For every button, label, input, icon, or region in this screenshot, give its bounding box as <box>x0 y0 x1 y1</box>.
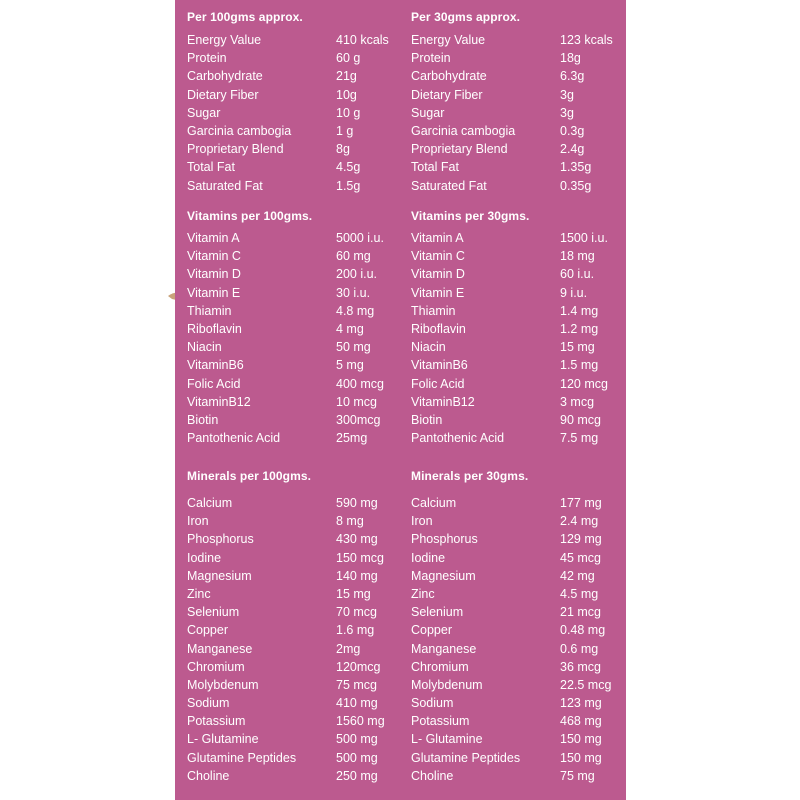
table-row <box>411 676 631 694</box>
table-row <box>187 411 407 429</box>
nutrient-name: Thiamin <box>187 303 232 318</box>
table-row <box>411 177 631 195</box>
table-row <box>187 549 407 567</box>
table-row <box>411 603 631 621</box>
table-row <box>411 530 631 548</box>
table-row <box>187 567 407 585</box>
table-row <box>187 86 407 104</box>
table-row <box>411 104 631 122</box>
nutrient-value: 500 mg <box>336 732 378 747</box>
nutrient-value: 15 mg <box>336 586 371 601</box>
table-row <box>411 247 631 265</box>
table-row <box>187 585 407 603</box>
nutrient-value: 1.4 mg <box>560 303 599 318</box>
table-row <box>187 122 407 140</box>
nutrient-value: 400 mcg <box>336 376 384 391</box>
nutrient-value: 15 mg <box>560 340 595 355</box>
nutrient-value: 500 mg <box>336 750 378 765</box>
nutrient-value: 6.3g <box>560 69 585 84</box>
nutrient-value: 5 mg <box>336 358 364 373</box>
nutrient-name: Biotin <box>411 412 443 427</box>
nutrient-value: 3g <box>560 87 574 102</box>
nutrient-name: Glutamine Peptides <box>411 750 521 765</box>
nutrient-value: 430 mg <box>336 532 378 547</box>
nutrient-name: Iron <box>187 514 209 529</box>
nutrient-value: 1.6 mg <box>336 623 375 638</box>
nutrient-value: 0.3g <box>560 123 585 138</box>
nutrition-rows <box>187 31 407 195</box>
nutrient-name: Selenium <box>411 605 464 620</box>
section-title: Vitamins per 100gms. <box>187 209 313 223</box>
nutrient-name: Choline <box>411 768 454 783</box>
table-row <box>187 512 407 530</box>
nutrient-value: 300mcg <box>336 412 381 427</box>
nutrient-name: Vitamin C <box>187 249 241 264</box>
table-row <box>411 549 631 567</box>
nutrient-name: Molybdenum <box>411 677 483 692</box>
nutrient-value: 0.6 mg <box>560 641 599 656</box>
nutrient-name: Protein <box>411 51 451 66</box>
vitamin-rows <box>411 229 631 447</box>
table-row <box>411 429 631 447</box>
nutrient-name: Sugar <box>411 105 445 120</box>
nutrient-value: 1.5 mg <box>560 358 599 373</box>
nutrient-value: 21g <box>336 69 357 84</box>
table-row <box>411 356 631 374</box>
nutrient-value: 5000 i.u. <box>336 231 384 245</box>
nutrient-name: VitaminB6 <box>411 358 468 373</box>
nutrient-value: 0.48 mg <box>560 623 606 638</box>
nutrient-name: Potassium <box>187 714 246 729</box>
nutrient-name: Carbohydrate <box>187 69 263 84</box>
nutrient-value: 2mg <box>336 641 361 656</box>
nutrient-name: Pantothenic Acid <box>411 431 505 446</box>
table-row <box>411 567 631 585</box>
table-row <box>187 494 407 512</box>
nutrient-value: 4.8 mg <box>336 303 375 318</box>
nutrient-name: Biotin <box>187 412 219 427</box>
nutrient-name: Garcinia cambogia <box>187 123 292 138</box>
nutrient-value: 8g <box>336 142 350 157</box>
nutrient-name: VitaminB12 <box>187 394 251 409</box>
table-row <box>187 658 407 676</box>
nutrient-name: VitaminB6 <box>187 358 244 373</box>
nutrient-value: 1500 i.u. <box>560 231 608 245</box>
table-row <box>411 31 631 49</box>
table-row <box>411 122 631 140</box>
nutrient-name: Vitamin E <box>411 285 465 300</box>
table-row <box>411 658 631 676</box>
nutrient-value: 4 mg <box>336 321 364 336</box>
nutrient-value: 177 mg <box>560 496 602 510</box>
table-row <box>411 338 631 356</box>
nutrient-name: Saturated Fat <box>411 178 487 193</box>
nutrient-value: 410 mg <box>336 696 378 711</box>
nutrient-name: Chromium <box>187 659 245 674</box>
table-row <box>187 356 407 374</box>
nutrient-name: Manganese <box>411 641 477 656</box>
nutrient-name: Vitamin A <box>411 231 464 245</box>
nutrient-value: 21 mcg <box>560 605 601 620</box>
vitamin-rows <box>187 229 407 447</box>
table-row <box>187 229 407 247</box>
table-row <box>187 67 407 85</box>
nutrient-value: 60 g <box>336 51 361 66</box>
nutrient-name: Zinc <box>187 586 211 601</box>
nutrient-value: 3 mcg <box>560 394 595 409</box>
nutrient-value: 2.4g <box>560 142 585 157</box>
nutrient-value: 250 mg <box>336 768 378 783</box>
nutrient-value: 123 kcals <box>560 33 613 47</box>
section-title: Vitamins per 30gms. <box>411 209 530 223</box>
nutrient-value: 4.5 mg <box>560 586 599 601</box>
nutrient-value: 50 mg <box>336 340 371 355</box>
nutrient-name: Carbohydrate <box>411 69 487 84</box>
nutrient-name: Protein <box>187 51 227 66</box>
nutrient-value: 60 mg <box>336 249 371 264</box>
nutrient-name: Saturated Fat <box>187 178 263 193</box>
nutrient-value: 590 mg <box>336 496 378 510</box>
nutrient-value: 1560 mg <box>336 714 385 729</box>
nutrient-name: Proprietary Blend <box>411 142 508 157</box>
table-row <box>411 229 631 247</box>
table-row <box>187 530 407 548</box>
table-row <box>187 730 407 748</box>
nutrient-value: 8 mg <box>336 514 364 529</box>
nutrient-value: 10 mcg <box>336 394 377 409</box>
nutrient-value: 1.35g <box>560 160 592 175</box>
nutrient-value: 18 mg <box>560 249 595 264</box>
table-row <box>187 338 407 356</box>
nutrient-value: 1 g <box>336 123 354 138</box>
table-row <box>187 177 407 195</box>
nutrient-value: 140 mg <box>336 568 378 583</box>
nutrient-name: Sodium <box>411 696 454 711</box>
nutrient-name: Thiamin <box>411 303 456 318</box>
table-row <box>411 640 631 658</box>
nutrient-value: 4.5g <box>336 160 361 175</box>
nutrient-value: 3g <box>560 105 574 120</box>
table-row <box>411 494 631 512</box>
nutrient-value: 22.5 mcg <box>560 677 612 692</box>
nutrient-value: 18g <box>560 51 581 66</box>
nutrient-name: Folic Acid <box>187 376 241 391</box>
table-row <box>187 49 407 67</box>
nutrient-name: Energy Value <box>411 33 486 47</box>
table-row <box>187 320 407 338</box>
nutrient-name: Copper <box>411 623 452 638</box>
nutrient-value: 123 mg <box>560 696 602 711</box>
nutrient-value: 129 mg <box>560 532 602 547</box>
nutrient-name: Calcium <box>411 496 457 510</box>
nutrient-name: Copper <box>187 623 228 638</box>
nutrient-value: 120 mcg <box>560 376 608 391</box>
table-row <box>411 393 631 411</box>
table-row <box>187 140 407 158</box>
nutrient-name: Sugar <box>187 105 221 120</box>
table-row <box>187 767 407 785</box>
nutrient-name: Vitamin E <box>187 285 241 300</box>
nutrient-name: Glutamine Peptides <box>187 750 297 765</box>
nutrition-label-panel <box>175 0 626 800</box>
table-row <box>411 585 631 603</box>
table-row <box>411 375 631 393</box>
nutrient-name: Dietary Fiber <box>187 87 259 102</box>
nutrient-name: Vitamin C <box>411 249 465 264</box>
nutrient-name: Total Fat <box>411 160 459 175</box>
nutrient-name: Iodine <box>411 550 446 565</box>
nutrient-name: Phosphorus <box>187 532 254 547</box>
nutrient-value: 90 mcg <box>560 412 601 427</box>
nutrient-name: VitaminB12 <box>411 394 475 409</box>
table-row <box>411 67 631 85</box>
section-title: Minerals per 30gms. <box>411 469 529 483</box>
nutrient-name: Choline <box>187 768 230 783</box>
nutrient-name: Garcinia cambogia <box>411 123 516 138</box>
table-row <box>187 158 407 176</box>
nutrient-value: 2.4 mg <box>560 514 599 529</box>
nutrient-name: Dietary Fiber <box>411 87 483 102</box>
nutrient-value: 468 mg <box>560 714 602 729</box>
table-row <box>187 104 407 122</box>
nutrient-value: 1.5g <box>336 178 361 193</box>
nutrient-value: 10g <box>336 87 357 102</box>
nutrient-value: 75 mg <box>560 768 595 783</box>
mineral-rows <box>411 494 631 785</box>
table-row <box>411 265 631 283</box>
nutrient-value: 25mg <box>336 431 368 446</box>
table-row <box>187 712 407 730</box>
table-row <box>187 284 407 302</box>
table-row <box>187 603 407 621</box>
table-row <box>187 375 407 393</box>
nutrient-name: Chromium <box>411 659 469 674</box>
table-row <box>187 247 407 265</box>
table-row <box>187 621 407 639</box>
nutrient-name: Molybdenum <box>187 677 259 692</box>
nutrient-name: Riboflavin <box>187 321 242 336</box>
nutrient-name: Potassium <box>411 714 470 729</box>
nutrient-name: Total Fat <box>187 160 235 175</box>
nutrient-value: 70 mcg <box>336 605 377 620</box>
nutrient-name: Vitamin D <box>187 267 241 282</box>
mineral-rows <box>187 494 407 785</box>
table-row <box>411 49 631 67</box>
nutrient-value: 30 i.u. <box>336 285 371 300</box>
nutrient-value: 1.2 mg <box>560 321 599 336</box>
nutrient-name: Iron <box>411 514 433 529</box>
nutrient-value: 7.5 mg <box>560 431 599 446</box>
nutrient-value: 9 i.u. <box>560 285 588 300</box>
nutrient-name: Proprietary Blend <box>187 142 284 157</box>
nutrient-value: 36 mcg <box>560 659 601 674</box>
nutrient-value: 10 g <box>336 105 361 120</box>
nutrient-name: Folic Acid <box>411 376 465 391</box>
table-row <box>411 284 631 302</box>
table-row <box>411 767 631 785</box>
nutrient-name: Riboflavin <box>411 321 466 336</box>
nutrient-name: Zinc <box>411 586 435 601</box>
section-title: Per 100gms approx. <box>187 10 303 24</box>
nutrient-name: Manganese <box>187 641 253 656</box>
nutrient-name: Vitamin D <box>411 267 465 282</box>
nutrient-name: Phosphorus <box>411 532 478 547</box>
nutrient-name: Sodium <box>187 696 230 711</box>
table-row <box>411 512 631 530</box>
table-row <box>411 320 631 338</box>
nutrient-name: Pantothenic Acid <box>187 431 281 446</box>
table-row <box>187 265 407 283</box>
table-row <box>411 694 631 712</box>
nutrient-name: Niacin <box>187 340 222 355</box>
nutrition-rows <box>411 31 631 195</box>
table-row <box>187 302 407 320</box>
table-row <box>411 749 631 767</box>
nutrient-name: L- Glutamine <box>187 732 259 747</box>
nutrient-name: Vitamin A <box>187 231 240 245</box>
table-row <box>187 31 407 49</box>
table-row <box>411 621 631 639</box>
nutrient-value: 60 i.u. <box>560 267 595 282</box>
section-title: Per 30gms approx. <box>411 10 521 24</box>
section-title: Minerals per 100gms. <box>187 469 312 483</box>
table-row <box>187 393 407 411</box>
table-row <box>411 86 631 104</box>
nutrient-value: 410 kcals <box>336 33 389 47</box>
nutrient-value: 150 mg <box>560 732 602 747</box>
nutrient-name: Magnesium <box>187 568 252 583</box>
table-row <box>187 676 407 694</box>
nutrient-name: Iodine <box>187 550 222 565</box>
table-row <box>411 411 631 429</box>
table-row <box>187 694 407 712</box>
nutrient-value: 150 mcg <box>336 550 384 565</box>
nutrient-name: Magnesium <box>411 568 476 583</box>
nutrient-value: 200 i.u. <box>336 267 378 282</box>
nutrient-value: 150 mg <box>560 750 602 765</box>
nutrient-value: 120mcg <box>336 659 381 674</box>
nutrient-value: 42 mg <box>560 568 595 583</box>
table-row <box>187 429 407 447</box>
table-row <box>411 140 631 158</box>
table-row <box>411 730 631 748</box>
nutrient-value: 45 mcg <box>560 550 601 565</box>
table-row <box>187 640 407 658</box>
nutrient-name: Selenium <box>187 605 240 620</box>
table-row <box>411 158 631 176</box>
nutrient-name: Calcium <box>187 496 233 510</box>
table-row <box>187 749 407 767</box>
nutrient-name: L- Glutamine <box>411 732 483 747</box>
nutrient-value: 0.35g <box>560 178 592 193</box>
table-row <box>411 712 631 730</box>
nutrient-value: 75 mcg <box>336 677 377 692</box>
table-row <box>411 302 631 320</box>
nutrient-name: Niacin <box>411 340 446 355</box>
nutrient-name: Energy Value <box>187 33 262 47</box>
